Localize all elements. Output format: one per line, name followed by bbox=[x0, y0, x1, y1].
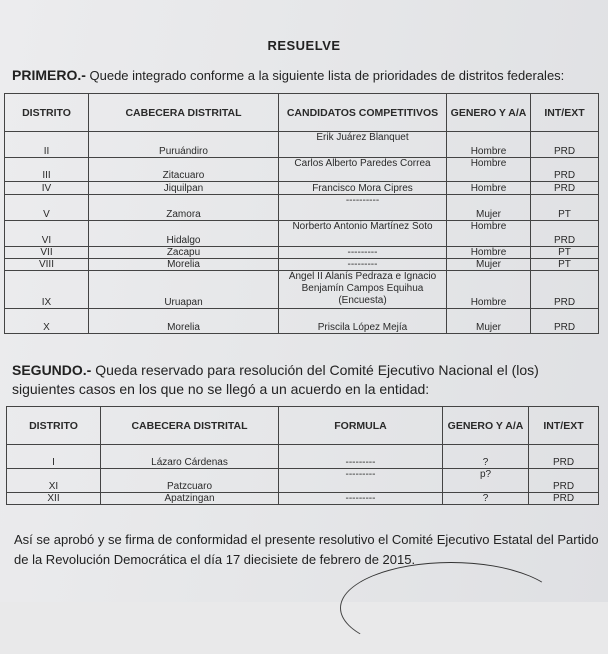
t2-header-int-ext: INT/EXT bbox=[529, 407, 599, 445]
cell-distrito: I bbox=[7, 445, 101, 469]
table-row bbox=[5, 247, 599, 259]
cell-cabecera: Patzcuaro bbox=[101, 469, 279, 493]
cell-int-ext: PRD bbox=[529, 445, 599, 469]
cell-cabecera: Zitacuaro bbox=[89, 158, 279, 182]
cell-candidato: Carlos Alberto Paredes Correa bbox=[279, 158, 447, 182]
cell-int-ext: PRD bbox=[529, 469, 599, 493]
cell-formula: --------- bbox=[279, 493, 443, 505]
t2-header-genero: GENERO Y A/A bbox=[443, 407, 529, 445]
cell-candidato: Francisco Mora Cipres bbox=[279, 182, 447, 195]
table-row bbox=[7, 493, 599, 505]
cell-int-ext: PRD bbox=[531, 309, 599, 334]
table-row bbox=[5, 259, 599, 271]
cell-genero: Hombre bbox=[447, 182, 531, 195]
table-row bbox=[7, 469, 599, 493]
cell-cabecera: Uruapan bbox=[89, 271, 279, 309]
cell-distrito: IX bbox=[5, 271, 89, 309]
document-heading: RESUELVE bbox=[267, 38, 341, 53]
table-row bbox=[5, 195, 599, 221]
cell-candidato: Ángel II Alanís Pedraza e Ignacio Benjamín Campos Equihua (Encuesta) bbox=[279, 271, 447, 309]
table-reservados bbox=[6, 406, 599, 505]
table1-header-row bbox=[5, 94, 599, 132]
cell-genero: Hombre bbox=[447, 221, 531, 247]
segundo-paragraph bbox=[12, 361, 600, 399]
cell-genero: Hombre bbox=[447, 158, 531, 182]
cell-distrito: VII bbox=[5, 247, 89, 259]
t1-header-cabecera: CABECERA DISTRITAL bbox=[89, 94, 279, 132]
cell-genero: p? bbox=[443, 469, 529, 493]
primero-label: PRIMERO.- bbox=[12, 67, 86, 83]
cell-distrito: V bbox=[5, 195, 89, 221]
primero-paragraph bbox=[12, 66, 600, 85]
cell-genero: Hombre bbox=[447, 132, 531, 158]
table-row bbox=[5, 271, 599, 309]
table-row bbox=[5, 182, 599, 195]
cell-cabecera: Apatzingan bbox=[101, 493, 279, 505]
cell-candidato: ---------- bbox=[279, 195, 447, 221]
cell-formula: --------- bbox=[279, 445, 443, 469]
cell-cabecera: Jiquilpan bbox=[89, 182, 279, 195]
cell-distrito: VIII bbox=[5, 259, 89, 271]
cell-int-ext: PT bbox=[531, 259, 599, 271]
cell-int-ext: PT bbox=[531, 247, 599, 259]
cell-cabecera: Zamora bbox=[89, 195, 279, 221]
cell-candidato: Priscila López Mejía bbox=[279, 309, 447, 334]
cell-cabecera: Morelia bbox=[89, 259, 279, 271]
cell-distrito: II bbox=[5, 132, 89, 158]
cell-int-ext: PT bbox=[531, 195, 599, 221]
cell-genero: ? bbox=[443, 493, 529, 505]
cell-distrito: VI bbox=[5, 221, 89, 247]
cell-int-ext: PRD bbox=[531, 132, 599, 158]
cell-genero: Mujer bbox=[447, 195, 531, 221]
cell-cabecera: Zacapu bbox=[89, 247, 279, 259]
cell-candidato: Norberto Antonio Martínez Soto bbox=[279, 221, 447, 247]
t1-header-candidatos: CANDIDATOS COMPETITIVOS bbox=[279, 94, 447, 132]
cell-genero: Mujer bbox=[447, 309, 531, 334]
cell-int-ext: PRD bbox=[531, 271, 599, 309]
cell-cabecera: Hidalgo bbox=[89, 221, 279, 247]
t2-header-distrito: DISTRITO bbox=[7, 407, 101, 445]
table-row bbox=[7, 445, 599, 469]
cell-genero: Hombre bbox=[447, 247, 531, 259]
cell-genero: Hombre bbox=[447, 271, 531, 309]
cell-distrito: XI bbox=[7, 469, 101, 493]
table-prioridades bbox=[4, 93, 599, 334]
cell-candidato: --------- bbox=[279, 247, 447, 259]
cell-cabecera: Morelia bbox=[89, 309, 279, 334]
footer-paragraph: Así se aprobó y se firma de conformidad el presente resolutivo el Comité Ejecutivo Estatal del Partido de la Revolución Democrática el día 17 diecisiete de febrero de 2015. bbox=[14, 532, 599, 567]
t1-header-genero: GENERO Y A/A bbox=[447, 94, 531, 132]
table-row bbox=[5, 132, 599, 158]
t2-header-formula: FORMULA bbox=[279, 407, 443, 445]
table-row bbox=[5, 158, 599, 182]
segundo-text: Queda reservado para resolución del Comité Ejecutivo Nacional el (los) siguientes casos en los que no se llegó a un acuerdo en la entidad: bbox=[12, 362, 539, 397]
t1-header-int-ext: INT/EXT bbox=[531, 94, 599, 132]
cell-distrito: III bbox=[5, 158, 89, 182]
cell-genero: Mujer bbox=[447, 259, 531, 271]
cell-int-ext: PRD bbox=[529, 493, 599, 505]
t2-header-cabecera: CABECERA DISTRITAL bbox=[101, 407, 279, 445]
cell-genero: ? bbox=[443, 445, 529, 469]
signature-mark bbox=[340, 562, 562, 654]
table-row bbox=[5, 309, 599, 334]
cell-cabecera: Puruándiro bbox=[89, 132, 279, 158]
cell-cabecera: Lázaro Cárdenas bbox=[101, 445, 279, 469]
cell-distrito: IV bbox=[5, 182, 89, 195]
segundo-label: SEGUNDO.- bbox=[12, 362, 92, 378]
table-row bbox=[5, 221, 599, 247]
cell-int-ext: PRD bbox=[531, 182, 599, 195]
primero-text: Quede integrado conforme a la siguiente lista de prioridades de distritos federales: bbox=[85, 68, 565, 83]
cell-distrito: XII bbox=[7, 493, 101, 505]
cell-int-ext: PRD bbox=[531, 221, 599, 247]
cell-candidato: --------- bbox=[279, 259, 447, 271]
t1-header-distrito: DISTRITO bbox=[5, 94, 89, 132]
cell-candidato: Erik Juárez Blanquet bbox=[279, 132, 447, 158]
cell-int-ext: PRD bbox=[531, 158, 599, 182]
cell-formula: --------- bbox=[279, 469, 443, 493]
cell-distrito: X bbox=[5, 309, 89, 334]
table2-header-row bbox=[7, 407, 599, 445]
